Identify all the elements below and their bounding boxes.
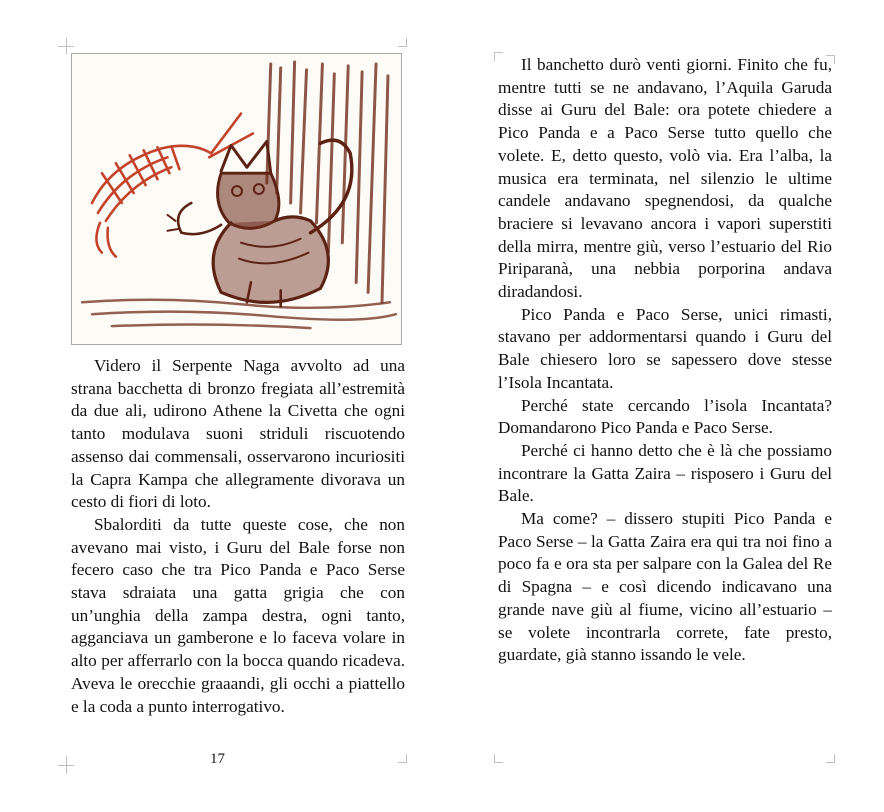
crop-mark — [834, 754, 835, 763]
crop-mark — [494, 52, 495, 61]
paragraph: Perché ci hanno detto che è là che possiamo incontrare la Gatta Zaira – risposero i Guru del Bale. — [498, 440, 832, 506]
paragraph: Il banchetto durò venti giorni. Finito che fu, mentre tutti se ne andavano, l’Aquila Garuda disse ai Guru del Bale: ora potete chiedere a Pico Panda e a Paco Serse tutto quello che volete. E, detto questo, volò via. Era l’alba, la musica era terminata, nel silenzio le ultime candele andavano spegnendosi, da qualche braciere si levavano ancora i vapori superstiti della mirra, mentre giù, verso l’estuario del Rio Piriparanà, una nebbia porporina andava diradandosi. — [498, 55, 832, 302]
crop-mark — [406, 38, 407, 47]
left-page-text — [71, 355, 405, 718]
paragraph: Ma come? – dissero stupiti Pico Panda e Paco Serse – la Gatta Zaira era qui tra noi fino a poco fa e ora sta per salpare con la Galea del Re di Spagna – e così dicendo indicavano una grande nave giù al fiume, vicino all’estuario – se volete incontrarla correte, fate presto, guardate, già stanno issando le vele. — [498, 509, 832, 665]
crop-mark — [406, 754, 407, 763]
crop-mark — [66, 38, 67, 54]
right-page-text — [498, 54, 832, 667]
page-number: 17 — [210, 751, 225, 767]
right-page — [442, 0, 884, 812]
crop-mark — [834, 55, 835, 64]
paragraph: Videro il Serpente Naga avvolto ad una strana bacchetta di bronzo fregiata all’estremità da due ali, udirono Athene la Civetta che ogni tanto modulava suoni striduli riscuotendo assenso dai commensali, osservarono incuriositi la Capra Kampa che allegramente divorava un cesto di fiori di loto. — [71, 356, 405, 512]
paragraph: Sbalorditi da tutte queste cose, che non avevano mai visto, i Guru del Bale forse non fecero caso che tra Pico Panda e Paco Serse stava sdraiata una gatta grigia che con un’unghia della zampa destra, ogni tanto, agganciava un gamberone e lo faceva volare in alto per afferrarlo con la bocca quando ricadeva. Aveva le orecchie graaandi, gli occhi a piattello e la coda a punto interrogativo. — [71, 514, 405, 716]
crop-mark — [494, 762, 503, 763]
paragraph: Pico Panda e Paco Serse, unici rimasti, stavano per addormentarsi quando i Guru del Bale chiesero loro se sapessero dove stesse l’Isola Incantata. — [498, 304, 832, 392]
crop-mark — [66, 756, 67, 774]
crop-mark — [494, 52, 503, 53]
paragraph: Perché state cercando l’isola Incantata? Domandarono Pico Panda e Paco Serse. — [498, 395, 832, 438]
crop-mark — [494, 754, 495, 763]
cat-with-shrimp-illustration — [71, 53, 402, 345]
